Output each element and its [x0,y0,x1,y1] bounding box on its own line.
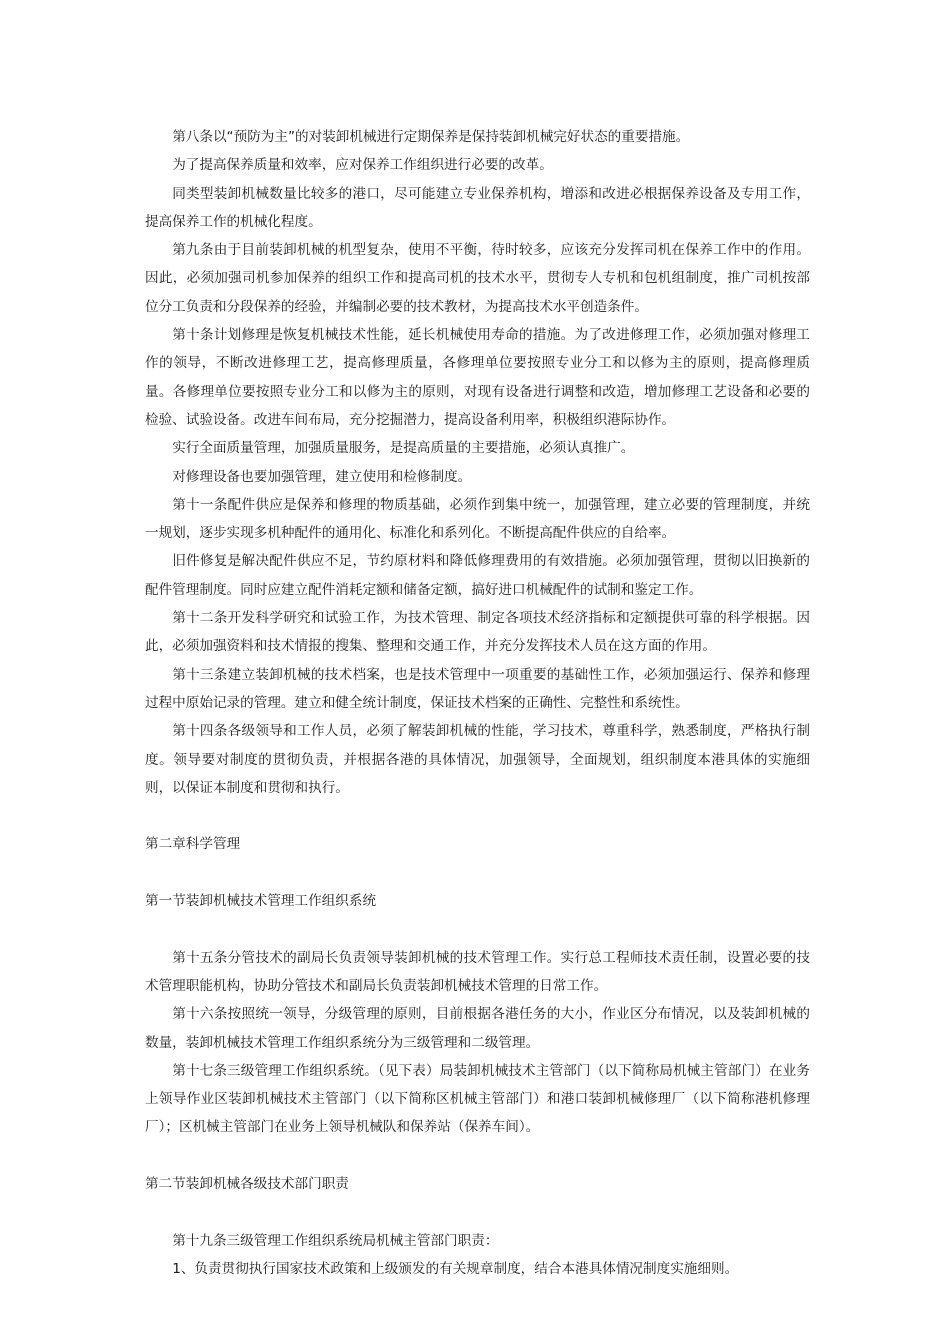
body-paragraph: 第十一条配件供应是保养和修理的物质基础，必须作到集中统一，加强管理，建立必要的管理制度，并统一规划，逐步实现多机种配件的通用化、标准化和系列化。不断提高配件供应的自给率。 [145,496,810,542]
body-paragraph: 旧件修复是解决配件供应不足，节约原材料和降低修理费用的有效措施。必须加强管理，贯彻以旧换新的配件管理制度。同时应建立配件消耗定额和储备定额，搞好进口机械配件的试制和鉴定工作。 [145,553,810,598]
paragraph-spacer [145,802,810,830]
body-paragraph: 第十二条开发科学研究和试验工作，为技术管理、制定各项技术经济指标和定额提供可靠的科学根据。因此，必须加强资料和技术情报的搜集、整理和交通工作，并充分发挥技术人员在这方面的作用。 [145,610,810,655]
body-paragraph: 第八条以“预防为主”的对装卸机械进行定期保养是保持装卸机械完好状态的重要措施。 [172,129,690,145]
body-paragraph: 第十六条按照统一领导，分级管理的原则，目前根据各港任务的大小，作业区分布情况，以及装卸机械的数量，装卸机械技术管理工作组织系统分为三级管理和二级管理。 [145,1006,810,1051]
body-paragraph: 对修理设备也要加强管理，建立使用和检修制度。 [172,468,472,485]
document-body [145,123,810,1283]
body-paragraph: 第九条由于目前装卸机械的机型复杂，使用不平衡，待时较多，应该充分发挥司机在保养工作中的作用。因此，必须加强司机参加保养的组织工作和提高司机的技术水平，贯彻专人专机和包机组制度，推广司机按部位分工负责和分段保养的经验，并编制必要的技术教材，为提高技术水平创造条件。 [145,242,810,315]
paragraph-spacer [145,859,810,887]
section-heading: 第一节装卸机械技术管理工作组织系统 [145,893,377,910]
body-paragraph: 第十九条三级管理工作组织系统局机械主管部门职责： [172,1232,499,1249]
body-paragraph: 第十条计划修理是恢复机械技术性能，延长机械使用寿命的措施。为了改进修理工作，必须加强对修理工作的领导，不断改进修理工艺，提高修理质量，各修理单位要按照专业分工和以修为主的原则，提高修理质量。各修理单位要按照专业分工和以修为主的原则，对现有设备进行调整和改造，增加修理工艺设备和必要的检验、试验设备。改进车间布局，充分挖掘潜力，提高设备利用率，积极组织港际协作。 [145,327,810,428]
body-paragraph: 第十四条各级领导和工作人员，必须了解装卸机械的性能，学习技术，尊重科学，熟悉制度，严格执行制度。领导要对制度的贯彻负责，并根据各港的具体情况，加强领导，全面规划，组织制度本港具体的实施细则，以保证本制度和贯彻和执行。 [145,723,810,796]
body-paragraph: 1、负责贯彻执行国家技术政策和上级颁发的有关规章制度，结合本港具体情况制度实施细则。 [172,1260,739,1277]
paragraph-spacer [145,1142,810,1170]
section-heading: 第二节装卸机械各级技术部门职责 [145,1175,349,1192]
paragraph-spacer [145,1198,810,1226]
section-heading: 第二章科学管理 [145,836,241,853]
body-paragraph: 同类型装卸机械数量比较多的港口，尽可能建立专业保养机构，增添和改进必根据保养设备及专用工作，提高保养工作的机械化程度。 [145,185,810,230]
body-paragraph: 为了提高保养质量和效率，应对保养工作组织进行必要的改革。 [172,157,553,174]
body-paragraph: 第十七条三级管理工作组织系统。（见下表）局装卸机械技术主管部门（以下简称局机械主管部门）在业务上领导作业区装卸机械技术主管部门（以下简称区机械主管部门）和港口装卸机械修理厂（以下简称港机修理厂）；区机械主管部门在业务上领导机械队和保养站（保养车间）。 [145,1062,810,1136]
paragraph-spacer [145,915,810,943]
body-paragraph: 第十三条建立装卸机械的技术档案，也是技术管理中一项重要的基础性工作，必须加强运行、保养和修理过程中原始记录的管理。建立和健全统计制度，保证技术档案的正确性、完整性和系统性。 [145,666,810,711]
body-paragraph: 实行全面质量管理，加强质量服务，是提高质量的主要措施，必须认真推广。 [172,440,635,457]
body-paragraph: 第十五条分管技术的副局长负责领导装卸机械的技术管理工作。实行总工程师技术责任制，设置必要的技术管理职能机构，协助分管技术和副局长负责装卸机械技术管理的日常工作。 [145,949,810,994]
